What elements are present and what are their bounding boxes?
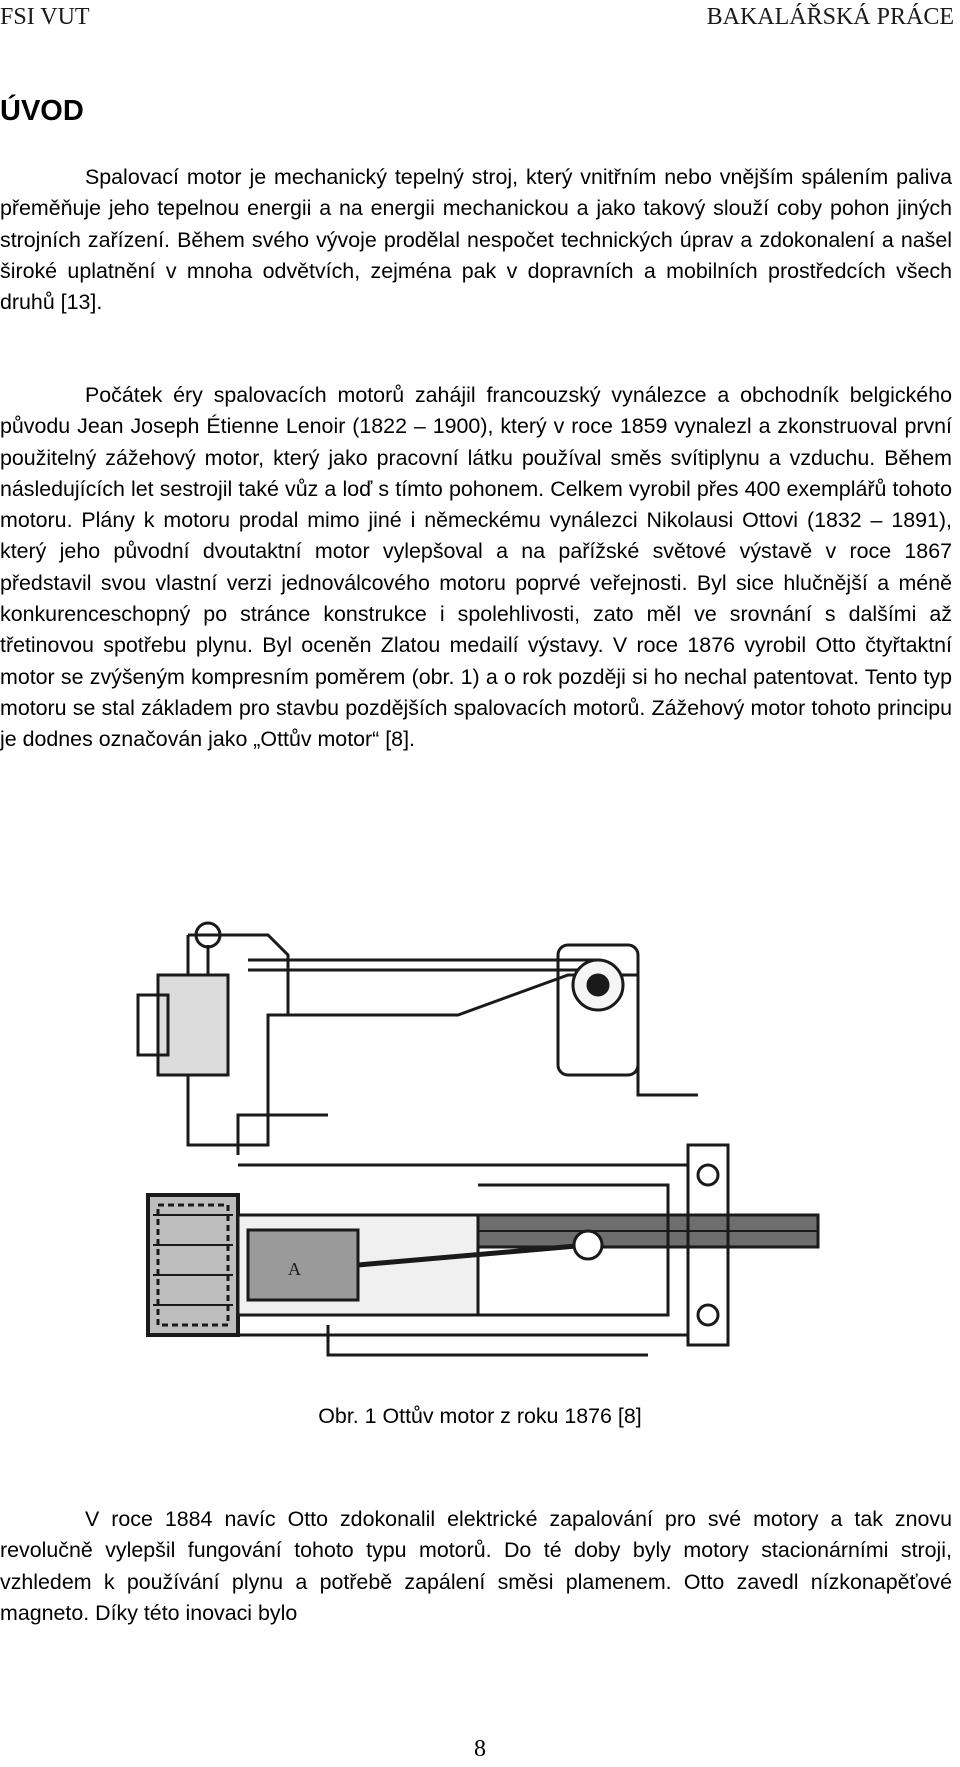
paragraph-intro: Spalovací motor je mechanický tepelný stroj, který vnitřním nebo vnějším spálením paliva přeměňuje jeho tepelnou energii a na energii mechanickou a jako takový slouží coby pohon jiných strojních zařízení. Během svého vývoje prodělal nespočet technických úprav a zdokonalení a našel široké uplatnění v mnoha odvětvích, zejména pak v dopravních a mobilních prostředcích všech druhů [13]. <box>0 165 952 315</box>
header-faculty: FSI VUT <box>0 4 90 30</box>
figure-caption: Obr. 1 Ottův motor z roku 1876 [8] <box>318 1404 642 1428</box>
svg-text:A: A <box>288 1259 301 1279</box>
otto-engine-figure <box>128 915 828 1360</box>
header-thesis-type: BAKALÁŘSKÁ PRÁCE <box>706 4 954 30</box>
paragraph-ignition: V roce 1884 navíc Otto zdokonalil elektrické zapalování pro své motory a tak znovu revolučně vylepšil fungování tohoto typu motorů. Do té doby byly motory stacionárními stroji, vzhledem k používání plynu a potřebě zapálení směsi plamenem. Otto zavedl nízkonapěťové magneto. Díky této inovaci bylo <box>0 1507 952 1625</box>
page-number: 8 <box>474 1736 486 1762</box>
engine-drawing <box>128 915 828 1360</box>
section-title: ÚVOD <box>0 95 84 127</box>
page-header <box>0 0 960 34</box>
paragraph-history: Počátek éry spalovacích motorů zahájil francouzský vynálezce a obchodník belgického původu Jean Joseph Étienne Lenoir (1822 – 1900), který v roce 1859 vynalezl a zkonstruoval první použitelný zážehový motor, který jako pracovní látku používal směs svítiplynu a vzduchu. Během následujících let sestrojil také vůz a loď s tímto pohonem. Celkem vyrobil přes 400 exemplářů tohoto motoru. Plány k motoru prodal mimo jiné i německému vynálezci Nikolausi Ottovi (1832 – 1891), který jeho původní dvoutaktní motor vylepšoval a na pařížské světové výstavě v roce 1867 představil svou vlastní verzi jednoválcového motoru poprvé veřejnosti. Byl sice hlučnější a méně konkurenceschopný po stránce konstrukce i spolehlivosti, zato měl ve srovnání s dalšími až třetinovou spotřebu plynu. Byl oceněn Zlatou medailí výstavy. V roce 1876 vyrobil Otto čtyřtaktní motor se zvýšeným kompresním poměrem (obr. 1) a o rok později si ho nechal patentovat. Tento typ motoru se stal základem pro stavbu pozdějších spalovacích motorů. Zážehový motor tohoto principu je dodnes označován jako „Ottův motor“ [8]. <box>0 383 952 752</box>
